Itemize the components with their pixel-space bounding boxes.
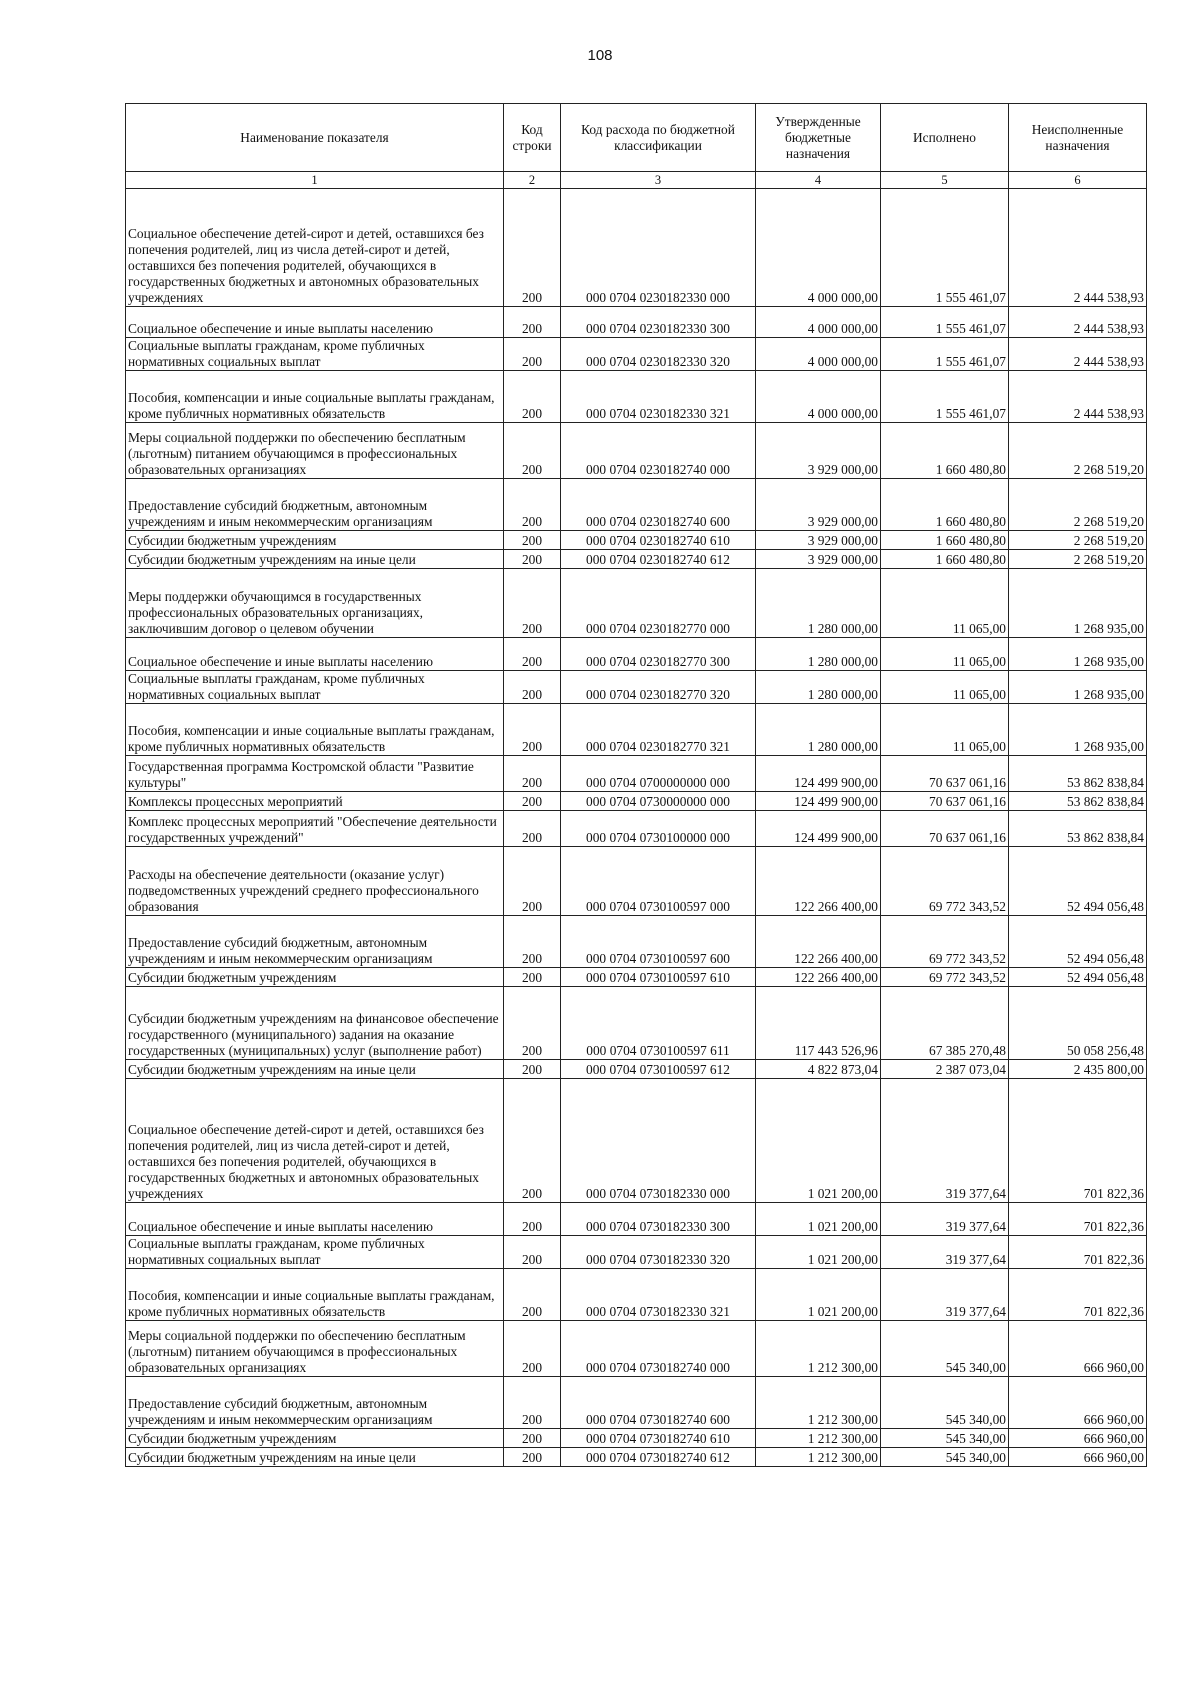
row-line-code: 200 — [504, 968, 561, 987]
row-executed-amount: 545 340,00 — [881, 1429, 1009, 1448]
row-approved-amount: 117 443 526,96 — [756, 987, 881, 1060]
row-unexecuted-amount: 1 268 935,00 — [1009, 671, 1147, 704]
row-budget-code: 000 0704 0730182330 000 — [561, 1079, 756, 1203]
row-budget-code: 000 0704 0730182740 612 — [561, 1448, 756, 1467]
row-unexecuted-amount: 2 444 538,93 — [1009, 307, 1147, 338]
row-line-code: 200 — [504, 1060, 561, 1079]
row-name: Пособия, компенсации и иные социальные выплаты гражданам, кроме публичных нормативных обязательств — [126, 371, 504, 423]
row-line-code: 200 — [504, 569, 561, 638]
row-line-code: 200 — [504, 671, 561, 704]
row-unexecuted-amount: 53 862 838,84 — [1009, 792, 1147, 811]
row-line-code: 200 — [504, 756, 561, 792]
table-row — [126, 569, 1147, 638]
row-budget-code: 000 0704 0730182330 321 — [561, 1269, 756, 1321]
row-budget-code: 000 0704 0730182330 300 — [561, 1203, 756, 1236]
row-executed-amount: 319 377,64 — [881, 1269, 1009, 1321]
column-number: 4 — [756, 172, 881, 189]
row-unexecuted-amount: 1 268 935,00 — [1009, 638, 1147, 671]
row-executed-amount: 319 377,64 — [881, 1079, 1009, 1203]
row-line-code: 200 — [504, 1377, 561, 1429]
row-name: Пособия, компенсации и иные социальные выплаты гражданам, кроме публичных нормативных обязательств — [126, 1269, 504, 1321]
row-name: Предоставление субсидий бюджетным, автономным учреждениям и иным некоммерческим организациям — [126, 916, 504, 968]
row-line-code: 200 — [504, 371, 561, 423]
column-header-executed: Исполнено — [881, 104, 1009, 172]
row-line-code: 200 — [504, 1079, 561, 1203]
row-approved-amount: 1 212 300,00 — [756, 1321, 881, 1377]
row-budget-code: 000 0704 0730100597 612 — [561, 1060, 756, 1079]
row-unexecuted-amount: 701 822,36 — [1009, 1203, 1147, 1236]
row-name: Социальное обеспечение детей-сирот и детей, оставшихся без попечения родителей, лиц из числа детей-сирот и детей, оставшихся без попечения родителей, обучающихся в государственных бюджетных и автономных образовательных учреждениях — [126, 189, 504, 307]
row-line-code: 200 — [504, 811, 561, 847]
row-name: Социальные выплаты гражданам, кроме публичных нормативных социальных выплат — [126, 1236, 504, 1269]
row-line-code: 200 — [504, 916, 561, 968]
table-row — [126, 1448, 1147, 1467]
row-executed-amount: 69 772 343,52 — [881, 847, 1009, 916]
row-line-code: 200 — [504, 704, 561, 756]
row-unexecuted-amount: 666 960,00 — [1009, 1377, 1147, 1429]
row-executed-amount: 1 660 480,80 — [881, 479, 1009, 531]
row-approved-amount: 1 021 200,00 — [756, 1269, 881, 1321]
row-executed-amount: 69 772 343,52 — [881, 916, 1009, 968]
column-header-name: Наименование показателя — [126, 104, 504, 172]
table-row — [126, 423, 1147, 479]
row-name: Социальные выплаты гражданам, кроме публичных нормативных социальных выплат — [126, 338, 504, 371]
table-row — [126, 704, 1147, 756]
row-budget-code: 000 0704 0230182770 320 — [561, 671, 756, 704]
row-executed-amount: 1 660 480,80 — [881, 423, 1009, 479]
row-name: Комплекс процессных мероприятий "Обеспечение деятельности государственных учреждений" — [126, 811, 504, 847]
table-row — [126, 189, 1147, 307]
row-executed-amount: 1 660 480,80 — [881, 531, 1009, 550]
budget-execution-table — [125, 103, 1147, 1467]
row-name: Государственная программа Костромской области "Развитие культуры" — [126, 756, 504, 792]
row-name: Субсидии бюджетным учреждениям на иные цели — [126, 1448, 504, 1467]
row-approved-amount: 122 266 400,00 — [756, 968, 881, 987]
row-approved-amount: 124 499 900,00 — [756, 811, 881, 847]
row-executed-amount: 2 387 073,04 — [881, 1060, 1009, 1079]
row-name: Расходы на обеспечение деятельности (оказание услуг) подведомственных учреждений среднего профессионального образования — [126, 847, 504, 916]
row-budget-code: 000 0704 0730100597 610 — [561, 968, 756, 987]
row-budget-code: 000 0704 0730100597 611 — [561, 987, 756, 1060]
row-unexecuted-amount: 2 444 538,93 — [1009, 189, 1147, 307]
row-line-code: 200 — [504, 1429, 561, 1448]
row-line-code: 200 — [504, 189, 561, 307]
row-name: Меры социальной поддержки по обеспечению бесплатным (льготным) питанием обучающимся в профессиональных образовательных организациях — [126, 423, 504, 479]
row-unexecuted-amount: 50 058 256,48 — [1009, 987, 1147, 1060]
table-row — [126, 968, 1147, 987]
row-executed-amount: 319 377,64 — [881, 1236, 1009, 1269]
row-budget-code: 000 0704 0230182770 321 — [561, 704, 756, 756]
row-approved-amount: 1 280 000,00 — [756, 704, 881, 756]
row-unexecuted-amount: 52 494 056,48 — [1009, 916, 1147, 968]
row-approved-amount: 1 280 000,00 — [756, 671, 881, 704]
table-row — [126, 756, 1147, 792]
row-executed-amount: 70 637 061,16 — [881, 811, 1009, 847]
row-executed-amount: 545 340,00 — [881, 1448, 1009, 1467]
row-budget-code: 000 0704 0730182330 320 — [561, 1236, 756, 1269]
row-executed-amount: 11 065,00 — [881, 638, 1009, 671]
row-name: Субсидии бюджетным учреждениям — [126, 531, 504, 550]
row-line-code: 200 — [504, 423, 561, 479]
row-name: Социальные выплаты гражданам, кроме публичных нормативных социальных выплат — [126, 671, 504, 704]
table-row — [126, 1429, 1147, 1448]
row-budget-code: 000 0704 0700000000 000 — [561, 756, 756, 792]
row-budget-code: 000 0704 0230182330 000 — [561, 189, 756, 307]
row-unexecuted-amount: 666 960,00 — [1009, 1321, 1147, 1377]
row-executed-amount: 1 555 461,07 — [881, 307, 1009, 338]
row-executed-amount: 1 555 461,07 — [881, 371, 1009, 423]
table-row — [126, 531, 1147, 550]
row-budget-code: 000 0704 0230182740 000 — [561, 423, 756, 479]
table-row — [126, 916, 1147, 968]
row-line-code: 200 — [504, 1203, 561, 1236]
table-row — [126, 1079, 1147, 1203]
row-line-code: 200 — [504, 1269, 561, 1321]
row-approved-amount: 1 212 300,00 — [756, 1429, 881, 1448]
page-number: 108 — [587, 47, 613, 64]
table-row — [126, 1203, 1147, 1236]
row-approved-amount: 1 280 000,00 — [756, 638, 881, 671]
column-number-row — [126, 172, 1147, 189]
row-unexecuted-amount: 2 268 519,20 — [1009, 479, 1147, 531]
row-line-code: 200 — [504, 1448, 561, 1467]
row-approved-amount: 124 499 900,00 — [756, 756, 881, 792]
row-executed-amount: 69 772 343,52 — [881, 968, 1009, 987]
row-unexecuted-amount: 52 494 056,48 — [1009, 968, 1147, 987]
row-executed-amount: 545 340,00 — [881, 1377, 1009, 1429]
table-row — [126, 792, 1147, 811]
row-unexecuted-amount: 666 960,00 — [1009, 1429, 1147, 1448]
row-approved-amount: 3 929 000,00 — [756, 550, 881, 569]
row-line-code: 200 — [504, 531, 561, 550]
table-header-row — [126, 104, 1147, 172]
row-line-code: 200 — [504, 638, 561, 671]
table-row — [126, 371, 1147, 423]
row-approved-amount: 3 929 000,00 — [756, 531, 881, 550]
row-name: Социальное обеспечение и иные выплаты населению — [126, 1203, 504, 1236]
row-unexecuted-amount: 2 444 538,93 — [1009, 338, 1147, 371]
row-budget-code: 000 0704 0230182330 300 — [561, 307, 756, 338]
row-budget-code: 000 0704 0730100597 000 — [561, 847, 756, 916]
row-executed-amount: 70 637 061,16 — [881, 792, 1009, 811]
row-name: Социальное обеспечение и иные выплаты населению — [126, 638, 504, 671]
row-executed-amount: 1 555 461,07 — [881, 338, 1009, 371]
row-name: Комплексы процессных мероприятий — [126, 792, 504, 811]
row-approved-amount: 1 212 300,00 — [756, 1448, 881, 1467]
row-executed-amount: 11 065,00 — [881, 704, 1009, 756]
column-number: 2 — [504, 172, 561, 189]
row-name: Субсидии бюджетным учреждениям на финансовое обеспечение государственного (муниципального) задания на оказание государственных (муниципальных) услуг (выполнение работ) — [126, 987, 504, 1060]
row-approved-amount: 4 000 000,00 — [756, 307, 881, 338]
row-budget-code: 000 0704 0730182740 600 — [561, 1377, 756, 1429]
row-line-code: 200 — [504, 1321, 561, 1377]
column-header-approved: Утвержденные бюджетные назначения — [756, 104, 881, 172]
row-unexecuted-amount: 2 268 519,20 — [1009, 550, 1147, 569]
row-approved-amount: 1 021 200,00 — [756, 1079, 881, 1203]
row-budget-code: 000 0704 0230182330 321 — [561, 371, 756, 423]
table-row — [126, 638, 1147, 671]
row-unexecuted-amount: 2 268 519,20 — [1009, 423, 1147, 479]
row-unexecuted-amount: 701 822,36 — [1009, 1269, 1147, 1321]
column-header-line-code: Код строки — [504, 104, 561, 172]
row-approved-amount: 4 000 000,00 — [756, 338, 881, 371]
row-approved-amount: 4 000 000,00 — [756, 189, 881, 307]
row-approved-amount: 1 280 000,00 — [756, 569, 881, 638]
table-row — [126, 847, 1147, 916]
table-row — [126, 479, 1147, 531]
column-header-budget-code: Код расхода по бюджетной классификации — [561, 104, 756, 172]
row-executed-amount: 70 637 061,16 — [881, 756, 1009, 792]
row-budget-code: 000 0704 0730100000 000 — [561, 811, 756, 847]
row-name: Предоставление субсидий бюджетным, автономным учреждениям и иным некоммерческим организациям — [126, 1377, 504, 1429]
row-approved-amount: 124 499 900,00 — [756, 792, 881, 811]
row-executed-amount: 11 065,00 — [881, 569, 1009, 638]
column-number: 3 — [561, 172, 756, 189]
row-budget-code: 000 0704 0230182740 612 — [561, 550, 756, 569]
table-row — [126, 671, 1147, 704]
row-name: Субсидии бюджетным учреждениям — [126, 968, 504, 987]
row-approved-amount: 3 929 000,00 — [756, 423, 881, 479]
row-unexecuted-amount: 53 862 838,84 — [1009, 811, 1147, 847]
row-line-code: 200 — [504, 479, 561, 531]
table-body — [126, 189, 1147, 1467]
column-header-unexecuted: Неисполненные назначения — [1009, 104, 1147, 172]
row-executed-amount: 11 065,00 — [881, 671, 1009, 704]
row-budget-code: 000 0704 0230182330 320 — [561, 338, 756, 371]
row-name: Субсидии бюджетным учреждениям на иные цели — [126, 550, 504, 569]
table-row — [126, 1236, 1147, 1269]
row-line-code: 200 — [504, 847, 561, 916]
column-number: 6 — [1009, 172, 1147, 189]
row-unexecuted-amount: 2 444 538,93 — [1009, 371, 1147, 423]
row-unexecuted-amount: 2 268 519,20 — [1009, 531, 1147, 550]
column-number: 5 — [881, 172, 1009, 189]
row-executed-amount: 1 555 461,07 — [881, 189, 1009, 307]
row-unexecuted-amount: 52 494 056,48 — [1009, 847, 1147, 916]
row-approved-amount: 1 021 200,00 — [756, 1203, 881, 1236]
row-unexecuted-amount: 2 435 800,00 — [1009, 1060, 1147, 1079]
row-line-code: 200 — [504, 1236, 561, 1269]
row-line-code: 200 — [504, 550, 561, 569]
table-row — [126, 811, 1147, 847]
row-budget-code: 000 0704 0230182770 300 — [561, 638, 756, 671]
row-line-code: 200 — [504, 307, 561, 338]
table-row — [126, 987, 1147, 1060]
row-approved-amount: 4 822 873,04 — [756, 1060, 881, 1079]
table-row — [126, 1377, 1147, 1429]
table-row — [126, 338, 1147, 371]
table-row — [126, 1269, 1147, 1321]
row-executed-amount: 319 377,64 — [881, 1203, 1009, 1236]
table-row — [126, 1060, 1147, 1079]
row-approved-amount: 3 929 000,00 — [756, 479, 881, 531]
row-name: Меры поддержки обучающимся в государственных профессиональных образовательных организациях, заключившим договор о целевом обучении — [126, 569, 504, 638]
row-approved-amount: 122 266 400,00 — [756, 916, 881, 968]
row-name: Субсидии бюджетным учреждениям — [126, 1429, 504, 1448]
row-budget-code: 000 0704 0730182740 000 — [561, 1321, 756, 1377]
row-line-code: 200 — [504, 987, 561, 1060]
row-budget-code: 000 0704 0230182740 610 — [561, 531, 756, 550]
table-row — [126, 1321, 1147, 1377]
row-budget-code: 000 0704 0730100597 600 — [561, 916, 756, 968]
row-budget-code: 000 0704 0230182770 000 — [561, 569, 756, 638]
row-executed-amount: 67 385 270,48 — [881, 987, 1009, 1060]
row-executed-amount: 1 660 480,80 — [881, 550, 1009, 569]
row-unexecuted-amount: 1 268 935,00 — [1009, 569, 1147, 638]
row-unexecuted-amount: 1 268 935,00 — [1009, 704, 1147, 756]
row-unexecuted-amount: 666 960,00 — [1009, 1448, 1147, 1467]
column-number: 1 — [126, 172, 504, 189]
row-name: Меры социальной поддержки по обеспечению бесплатным (льготным) питанием обучающимся в профессиональных образовательных организациях — [126, 1321, 504, 1377]
row-line-code: 200 — [504, 338, 561, 371]
row-approved-amount: 1 021 200,00 — [756, 1236, 881, 1269]
row-name: Социальное обеспечение и иные выплаты населению — [126, 307, 504, 338]
row-executed-amount: 545 340,00 — [881, 1321, 1009, 1377]
row-unexecuted-amount: 53 862 838,84 — [1009, 756, 1147, 792]
table-row — [126, 550, 1147, 569]
table-row — [126, 307, 1147, 338]
row-name: Пособия, компенсации и иные социальные выплаты гражданам, кроме публичных нормативных обязательств — [126, 704, 504, 756]
row-approved-amount: 122 266 400,00 — [756, 847, 881, 916]
row-name: Предоставление субсидий бюджетным, автономным учреждениям и иным некоммерческим организациям — [126, 479, 504, 531]
row-budget-code: 000 0704 0730000000 000 — [561, 792, 756, 811]
row-unexecuted-amount: 701 822,36 — [1009, 1079, 1147, 1203]
row-approved-amount: 1 212 300,00 — [756, 1377, 881, 1429]
row-unexecuted-amount: 701 822,36 — [1009, 1236, 1147, 1269]
row-approved-amount: 4 000 000,00 — [756, 371, 881, 423]
row-name: Социальное обеспечение детей-сирот и детей, оставшихся без попечения родителей, лиц из числа детей-сирот и детей, оставшихся без попечения родителей, обучающихся в государственных бюджетных и автономных образовательных учреждениях — [126, 1079, 504, 1203]
row-budget-code: 000 0704 0230182740 600 — [561, 479, 756, 531]
row-budget-code: 000 0704 0730182740 610 — [561, 1429, 756, 1448]
row-line-code: 200 — [504, 792, 561, 811]
row-name: Субсидии бюджетным учреждениям на иные цели — [126, 1060, 504, 1079]
